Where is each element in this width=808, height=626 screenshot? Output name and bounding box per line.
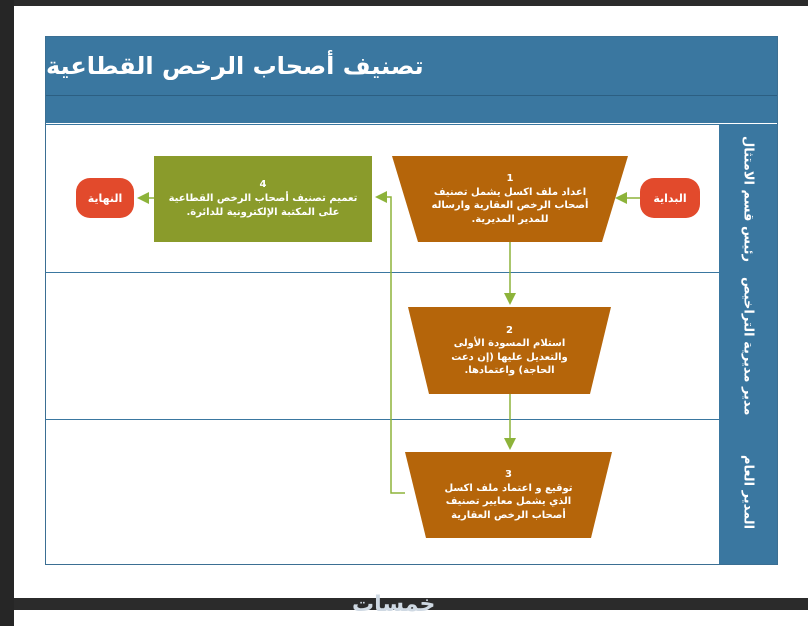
lane-label-text: المدير العام [740, 454, 756, 530]
start-terminal [640, 178, 700, 218]
window-left-strip [0, 0, 14, 626]
end-label: النهاية [87, 191, 123, 205]
lane-label-text: رئيس قسم الامتثال [740, 135, 756, 262]
step-2-box [408, 307, 611, 394]
step-1-box [392, 156, 628, 242]
diagram-title [46, 37, 777, 95]
step-4-box [154, 156, 372, 242]
step-2-number: 2 [506, 324, 513, 336]
lane-label-text: مدير مديرية التراخيص [740, 276, 756, 416]
step-4-text: تعميم تصنيف أصحاب الرخص القطاعية على المكتبة الإلكترونية للدائرة. [168, 193, 358, 218]
step-3-box [405, 452, 612, 538]
step-2-text: استلام المسودة الأولى والتعديل عليها (إن دعت الحاجة) واعتمادها. [451, 338, 568, 376]
end-terminal [76, 178, 134, 218]
header-sub-bar [46, 95, 777, 123]
step-3-text: توقيع و اعتماد ملف اكسل الذي يشمل معايير تصنيف أصحاب الرخص العقارية [444, 482, 573, 521]
lane-label-gm [719, 420, 777, 564]
step-1-text: اعداد ملف اكسل يشمل تصنيف أصحاب الرخص العقارية وارساله للمدير المديرية. [431, 186, 589, 225]
start-label: البداية [653, 191, 687, 205]
step-4-number: 4 [259, 179, 267, 190]
step-1-number: 1 [506, 173, 514, 184]
watermark: خمسات [352, 592, 436, 617]
step-3-number: 3 [505, 469, 512, 480]
lane-label-licensing [719, 273, 777, 419]
title-text: تصنيف أصحاب الرخص القطاعية [46, 52, 424, 80]
lane-label-compliance [719, 125, 777, 272]
